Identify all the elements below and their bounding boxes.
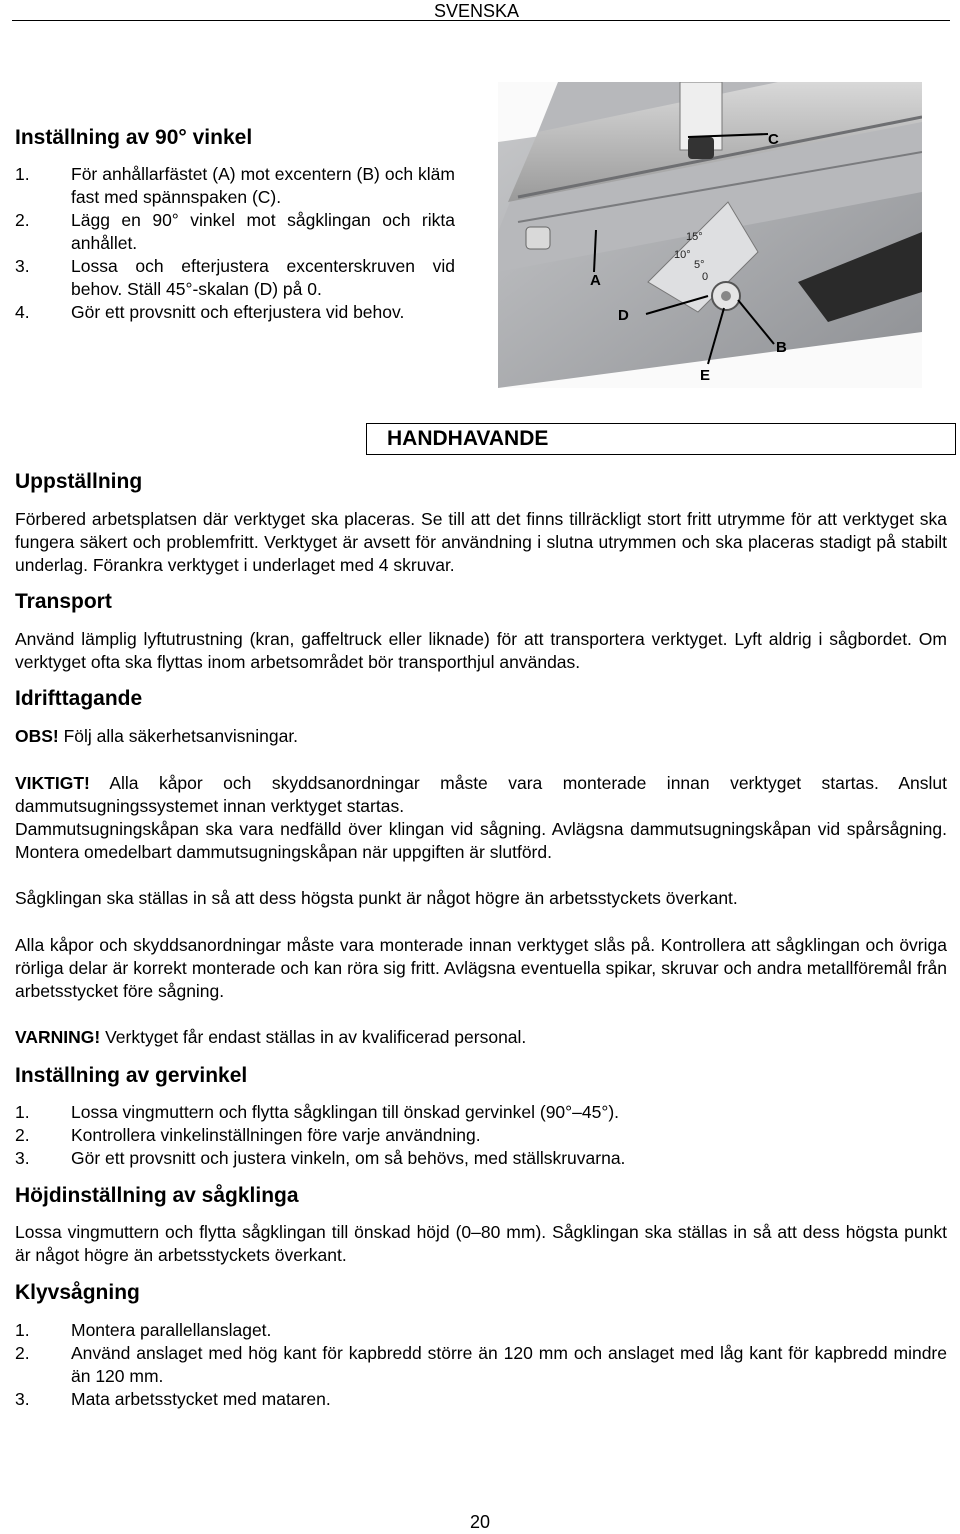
list-item: 1. Montera parallellanslaget. xyxy=(15,1320,272,1340)
label-c: C xyxy=(768,131,779,148)
page-number: 20 xyxy=(470,1512,491,1532)
miter-title: Inställning av gervinkel xyxy=(15,1064,248,1087)
list-item: 4. Gör ett provsnitt och efterjustera vid behov. xyxy=(15,302,405,322)
list-item: 2. Använd anslaget med hög kant för kapbredd större än 120 mm och anslaget med låg kant för kapbredd mindre än 120 mm. xyxy=(15,1343,947,1386)
fence-adjustment-photo xyxy=(498,82,922,388)
obs-note: OBS! Följ alla säkerhetsanvisningar. xyxy=(15,726,299,746)
setup-text: Förbered arbetsplatsen där verktyget ska placeras. Se till att det finns tillräckligt stort fritt utrymme för att verktyget ska fungera säkert och problemfritt. Verktyget är avsett för användning i slutna utrymmen och ska placeras stadigt på stabilt underlag. Förankra verktyget i underlaget med 4 skruvar. xyxy=(15,509,947,575)
list-item: 2. Lägg en 90° vinkel mot sågklingan och rikta anhållet. xyxy=(15,210,455,253)
list-item: 1. Lossa vingmuttern och flytta sågklingan till önskad gervinkel (90°–45°). xyxy=(15,1102,620,1122)
svg-text:15°: 15° xyxy=(686,231,703,243)
list-item: 2. Kontrollera vinkelinställningen före varje användning. xyxy=(15,1125,481,1145)
blade-note: Sågklingan ska ställas in så att dess högsta punkt är något högre än arbetsstyckets överkant. xyxy=(15,888,738,908)
miter-steps xyxy=(15,1101,947,1170)
label-a: A xyxy=(590,272,601,289)
list-item: 1. För anhållarfästet (A) mot excentern (B) och kläm fast med spännspaken (C). xyxy=(15,164,455,207)
rip-title: Klyvsågning xyxy=(15,1281,140,1304)
label-e: E xyxy=(700,367,711,384)
angle90-steps xyxy=(15,163,455,324)
svg-text:0: 0 xyxy=(702,271,709,283)
guards-note: Alla kåpor och skyddsanordningar måste vara monterade innan verktyget slås på. Kontrollera att sågklingan och övriga rörliga delar är korrekt monterade och kan röra sig fritt. Avlägsna eventuella spikar, skruvar och andra metallföremål från arbetsstycket före sågning. xyxy=(15,935,947,1001)
startup-title: Idrifttagande xyxy=(15,687,143,710)
label-b: B xyxy=(776,339,787,356)
list-item: 3. Mata arbetsstycket med mataren. xyxy=(15,1389,331,1409)
setup-title: Uppställning xyxy=(15,470,143,493)
list-item: 3. Lossa och efterjustera excenterskruven vid behov. Ställ 45°-skalan (D) på 0. xyxy=(15,256,455,299)
rip-steps xyxy=(15,1319,947,1411)
height-text: Lossa vingmuttern och flytta sågklingan till önskad höjd (0–80 mm). Sågklingan ska ställas in så att dess högsta punkt är något högre än arbetsstyckets överkant. xyxy=(15,1222,947,1265)
svg-text:5°: 5° xyxy=(694,259,705,271)
transport-text: Använd lämplig lyftutrustning (kran, gaffeltruck eller liknade) för att transportera verktyget. Lyft aldrig i sågbordet. Om verktyget ofta ska flyttas inom arbetsområdet bör transporthjul användas. xyxy=(15,629,947,672)
list-item: 3. Gör ett provsnitt och justera vinkeln, om så behövs, med ställskruvarna. xyxy=(15,1148,626,1168)
header-divider xyxy=(12,20,950,21)
label-d: D xyxy=(618,307,629,324)
header-language: SVENSKA xyxy=(434,1,520,21)
section-banner: HANDHAVANDE xyxy=(366,423,956,455)
important-note: VIKTIGT! Alla kåpor och skyddsanordningar måste vara monterade innan verktyget startas. Anslut dammutsugningssystemet innan verktyget startas. xyxy=(15,773,947,816)
warning-note: VARNING! Verktyget får endast ställas in av kvalificerad personal. xyxy=(15,1027,527,1047)
svg-text:10°: 10° xyxy=(674,249,691,261)
transport-title: Transport xyxy=(15,590,112,613)
angle90-title: Inställning av 90° vinkel xyxy=(15,126,253,149)
dust-note: Dammutsugningskåpan ska vara nedfälld över klingan vid sågning. Avlägsna dammutsugningskåpan vid spårsågning. Montera omedelbart dammutsugningskåpan när uppgiften är slutförd. xyxy=(15,819,947,862)
height-title: Höjdinställning av sågklinga xyxy=(15,1184,299,1207)
